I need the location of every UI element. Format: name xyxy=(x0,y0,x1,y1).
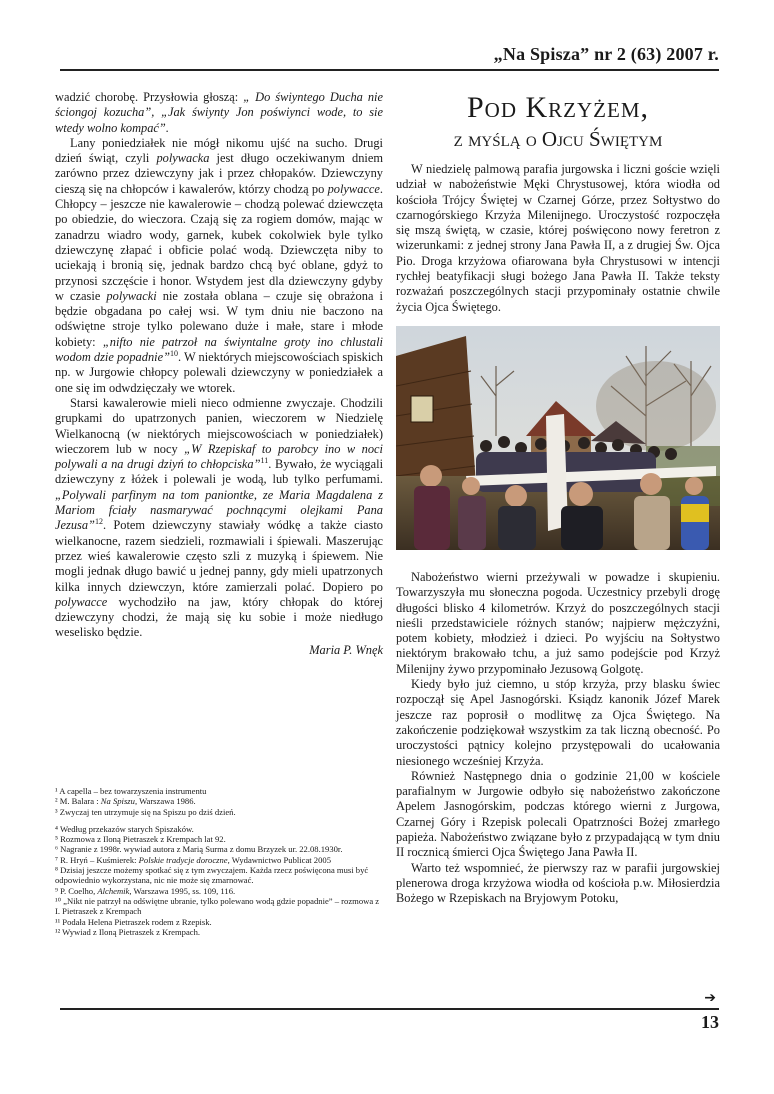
footnote xyxy=(55,886,383,896)
paragraph: Nabożeństwo wierni przeżywali w powadze i skupieniu. Towarzyszyła mu słoneczna pogoda. Uczestnicy przebyli drogę długości blisko 4 kilometrów. Krzyż do poszczególnych stacji nieśli przedstawiciele różnych stanów; najpierw mężczyźni, potem kobiety, młodzież i dzieci. Po wyjściu na Sołtystwo niektórym brakowało tchu, a już samo podejście pod Krzyż Milenijny żywo przypominało Jezusową Golgotę. xyxy=(396,569,720,676)
paragraph: Kiedy było już ciemno, u stóp krzyża, przy blasku świec rozpoczął się Apel Jasnogórski. Ksiądz kanonik Józef Marek jeszcze raz poprosił o modlitwę za Ojca Świętego. Na zakończenie podziękował wszystkim za tak liczną obecność. Po uroczystości pątnicy kolejno przystępowali do ucałowania niesionego wcześniej Krzyża. xyxy=(396,677,720,768)
footnote: ³ Zwyczaj ten utrzymuje się na Spiszu po dziś dzień. xyxy=(55,806,236,817)
left-column xyxy=(55,90,383,658)
paragraph xyxy=(55,90,383,136)
footnote-ref: 12 xyxy=(94,517,103,527)
text: . Potem dziewczyny stawiały wódkę a także ciasto wielkanocne, razem siedzieli, rozmawiali i śpiewali. Maszerując przez wieś kawalerowie często szli z muzyką i śpiewem. Nie mogli jednak długo bawić u jednej panny, gdy mieli upatrzonych kilka innych dziewczyn, które zamierzali polać. Dopiero po xyxy=(55,518,383,594)
footnote: ⁵ Rozmowa z Iloną Pietraszek z Krempach lat 92. xyxy=(55,834,226,845)
footnote: ¹⁰ „Nikt nie patrzył na odświętne ubranie, tylko polewano wodą gdzie popadnie” – rozmowa z I. Pietraszek z Krempach xyxy=(55,895,380,917)
italic-term: polywacce xyxy=(55,594,108,609)
quote: „nifto nie patrzoł na świyntalne groty ino chlustali wodom dzie popadnie” xyxy=(55,334,383,365)
text: ⁷ R. Hryń – Kuśmierek: xyxy=(55,854,139,865)
text: Lany poniedziałek nie mógł nikomu ujść na sucho. Drugi dzień świąt, czyli xyxy=(55,135,383,166)
paragraph: W niedzielę palmową parafia jurgowska i liczni goście wzięli udział w nabożeństwie Męki Chrystusowej, która wiodła od kościoła Trójcy Świętej w Czarnej Górze, przez Sołtystwo do czarnogórskiego Krzyża Milenijnego. Uroczystość rozpoczęła się mszą świętą, w czasie, której poświęcono nowy feretron z wizerunkami: z jednej strony Jana Pawła II, a z drugiej Św. Ojca Pio. Droga krzyżowa ofiarowana była Chrystusowi w intencji rychłej beatyfikacji sługi bożego Jana Pawła II. Także teksty rozważań poszczególnych stacji przypominały ostatnie chwile życia Ojca Świętego. xyxy=(396,162,720,314)
text: . Bywało, że wyciągali dziewczyny z łóżek i polewali je wodą, lub tylko perfumami. xyxy=(55,457,384,487)
italic-term: polywacki xyxy=(106,288,157,303)
footnote: ⁴ Według przekazów starych Spiszaków. xyxy=(55,823,194,834)
article-title: Pod Krzyżem, xyxy=(466,91,649,124)
paragraph xyxy=(55,396,383,641)
continue-arrow-icon: ➔ xyxy=(704,990,716,1006)
text: . Chłopcy – jeszcze nie kawalerowie – chodzą polewać dziewczęta po obiedzie, do wieczora. Czają się za rogiem domów, mając w zanadrzu wiadro wody, garnek, kubek cokolwiek byle tylko dziewczynę złapać i obficie polać wodą. Dziewczęta niby to uciekają i bronią się, jednak bardzo chcą być oblane, gdyż to przynosi szczęście i honor. Wstydem jest dla dziewczyny gdyby w czasie xyxy=(55,181,383,303)
text: nie została oblana – czuje się obrażona i będzie obgadana po całej wsi. W tym dniu nie baczono na odświętne stroje tylko polewano duże i małe, stare i młode kobiety: xyxy=(55,288,383,349)
procession-photo-image xyxy=(396,326,720,550)
text: ⁹ P. Coelho, xyxy=(55,885,98,896)
italic-term: polywacce xyxy=(327,181,380,196)
page-number: 13 xyxy=(701,1012,719,1032)
text: . W niektórych miejscowościach spiskich np. w Jurgowie chłopcy polewali dziewczyny w poniedziałek a one się im odwdzięczały we wtorek. xyxy=(55,350,383,395)
quote: „Polywali parfinym na tom paniontke, ze Maria Magdalena z Mariom fciały nasmarуwać pochnącymi olejkami Pana Jezusa” xyxy=(55,487,383,533)
procession-photo xyxy=(396,326,720,550)
text: jest długo oczekiwanym dniem zarówno przez dziewczyny jak i przez chłopaków. Dziewczyny cieszą się na chłopców i kawalerów, którzy chodzą po xyxy=(55,151,383,196)
article-subtitle: z myślą o Ojcu Świętym xyxy=(453,127,663,151)
italic-title: Polskie tradycje doroczne xyxy=(138,854,228,865)
text: ² M. Balara : xyxy=(55,796,101,807)
text: wadzić chorobę. Przysłowia głoszą: xyxy=(55,90,244,104)
paragraph: Również Następnego dnia o godzinie 21,00 w kościele parafialnym w Jurgowie odbyło się nabożeństwo zakończone Apelem Jasnogórskim, podczas którego wierni z Jurgowa, Czarnej Góry i Rzepisk polecali Opatrzności Bożej zmarłego papieża. Nabożeństwo związane było z przypadającą w tym dniu II rocznicą śmierci Ojca Świętego Jana Pawła II. xyxy=(396,768,720,860)
footnote xyxy=(55,796,383,806)
footnotes xyxy=(55,786,383,937)
footnote: ⁶ Nagranie z 1998r. wywiad autora z Marią Surma z domu Brzyzek ur. 22.08.1930r. xyxy=(55,844,343,855)
footnote-ref: 10 xyxy=(169,348,178,358)
text: Starsi kawalerowie mieli nieco odmienne zwyczaje. Chodzili grupkami do upatrzonych panien, wieczorem w Niedzielę Wielkanocną (w niektórych miejscowościach w poniedziałek) wieczorem lub w nocy xyxy=(55,395,383,456)
paragraph xyxy=(55,136,383,396)
italic-title: Na Spiszu xyxy=(100,796,135,807)
footnote: ⁸ Dzisiaj jeszcze możemy spotkać się z tym zwyczajem. Każda rzecz poświęcona musi być odpowiednio wykorzystana, nic nie może się zmarnować. xyxy=(55,865,369,886)
footnote xyxy=(55,855,383,865)
paragraph: Warto też wspomnieć, że pierwszy raz w parafii jurgowskiej plenerowa droga krzyżowa wiodła od kościoła p.w. Miłosierdzia Bożego w Rzepiskach na Bryjowym Potoku, xyxy=(396,860,720,906)
footnote: ¹¹ Podała Helena Pietraszek rodem z Rzepisk. xyxy=(55,916,212,927)
quote: „W Rzepiskaf to parobcy ino w noci polywali a na drugi dziyń to chłopciska” xyxy=(55,441,384,472)
text: , Warszawa 1995, ss. 109, 116. xyxy=(129,885,236,896)
italic-term: polywacka xyxy=(156,151,210,166)
author-signature: Maria P. Wnęk xyxy=(309,642,383,657)
text: , Wydawnictwo Publicat 2005 xyxy=(227,854,331,865)
italic-title: Alchemik xyxy=(97,885,130,896)
footnote: ¹² Wywiad z Iloną Pietraszek z Krempach. xyxy=(55,926,201,937)
right-column xyxy=(396,90,720,907)
text: , Warszawa 1986. xyxy=(134,796,196,807)
text: wychodziło na jaw, który chłopak do której dziewczyny chodzi, że mają się ku sobie i może niedługo weselisko będzie. xyxy=(55,594,383,640)
running-header: „Na Spisza” nr 2 (63) 2007 r. xyxy=(493,44,719,64)
footnote: ¹ A capella – bez towarzyszenia instrumentu xyxy=(55,786,207,796)
footnote-ref: 11 xyxy=(260,456,269,465)
footer-rule xyxy=(60,1008,719,1010)
quote: „ Do świyntego Ducha nie ściongoj kozucha”, „Jak świynty Jon poświynci wode, to sie wtedy wolno kompać”. xyxy=(55,90,384,135)
header-rule xyxy=(60,69,719,71)
